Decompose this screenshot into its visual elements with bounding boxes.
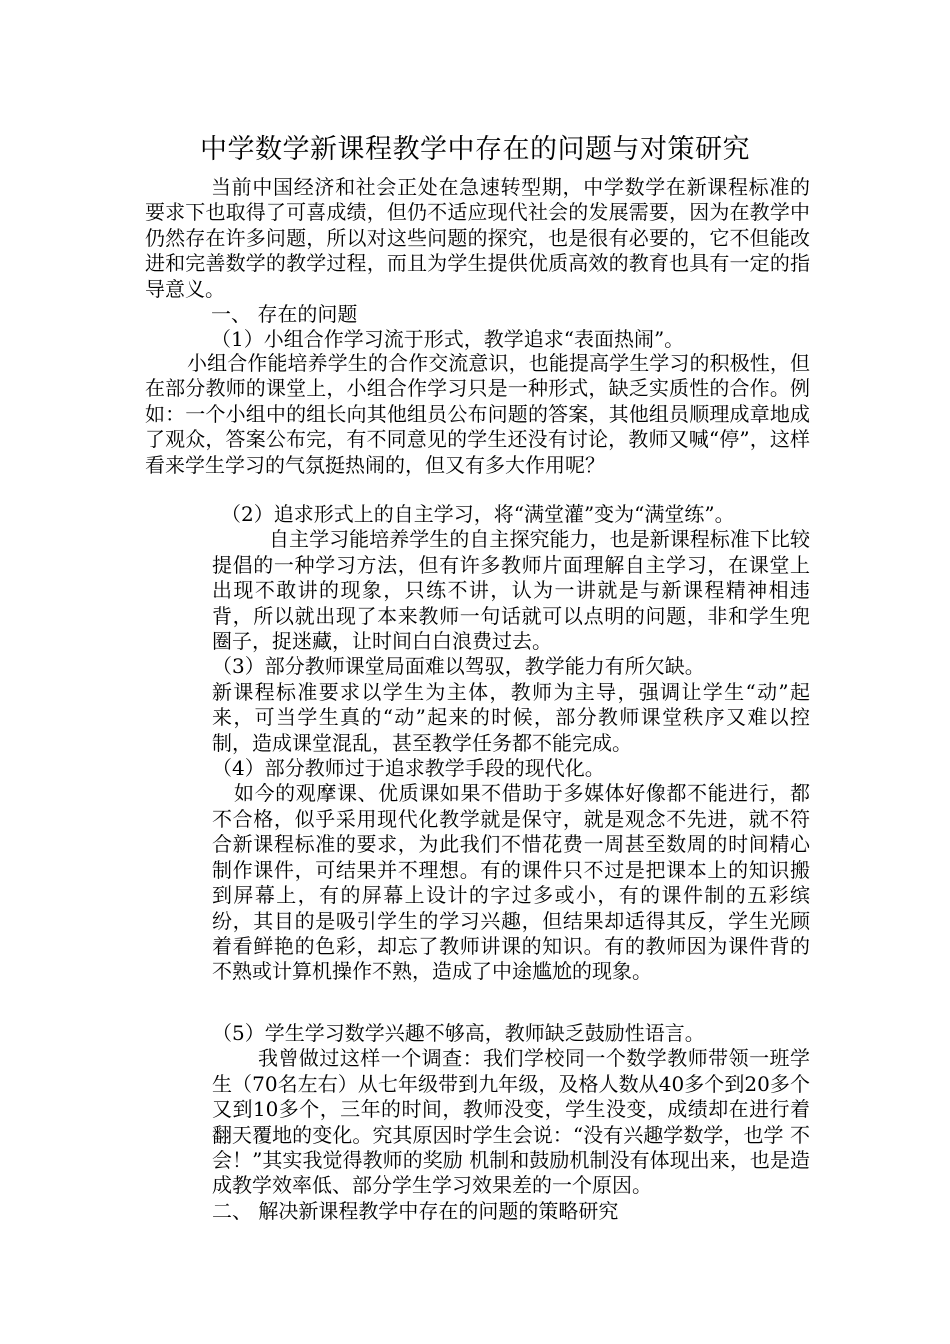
issue-5-heading: （5）学生学习数学兴趣不够高，教师缺乏鼓励性语言。 <box>212 1021 705 1045</box>
issues-2-4-block <box>212 502 810 985</box>
issue-4-paragraph: 如今的观摩课、优质课如果不借助于多媒体好像都不能进行，都不合格，似乎采用现代化教学就是保守，就是观念不先进，就不符合新课程标准的要求，为此我们不惜花费一周甚至数周的时间精心制作课件，可结果并不理想。有的课件只不过是把课本上的知识搬到屏幕上，有的屏幕上设计的字过多或小，有的课件制的五彩缤纷，其目的是吸引学生的学习兴趣，但结果却适得其反，学生光顾着看鲜艳的色彩，却忘了教师讲课的知识。有的教师因为课件背的不熟或计算机操作不熟，造成了中途尴尬的现象。 <box>212 781 810 984</box>
intro-block <box>145 175 810 353</box>
issue-3-paragraph: 新课程标准要求以学生为主体，教师为主导，强调让学生“动”起来，可当学生真的“动”起来的时候，部分教师课堂秩序又难以控制，造成课堂混乱，甚至教学任务都不能完成。 <box>212 679 810 755</box>
section-heading-2: 二、 解决新课程教学中存在的问题的策略研究 <box>212 1198 619 1223</box>
issue-1-heading: （1）小组合作学习流于形式，教学追求“表面热闹”。 <box>211 327 685 352</box>
issue-1-block <box>145 351 810 478</box>
intro-paragraph: 当前中国经济和社会正处在急速转型期，中学数学在新课程标准的要求下也取得了可喜成绩，但仍不适应现代社会的发展需要，因为在教学中仍然存在许多问题，所以对这些问题的探究，也是很有必要的，它不但能改进和完善数学的教学过程，而且为学生提供优质高效的教育也具有一定的指导意义。 <box>145 175 810 301</box>
document-title: 中学数学新课程教学中存在的问题与对策研究 <box>200 134 750 165</box>
issue-5-block <box>212 1021 810 1224</box>
issue-2-heading: （2）追求形式上的自主学习，将“满堂灌”变为“满堂练”。 <box>221 502 735 526</box>
issue-2-paragraph: 自主学习能培养学生的自主探究能力，也是新课程标准下比较提倡的一种学习方法，但有许多教师片面理解自主学习，在课堂上出现不敢讲的现象，只练不讲，认为一讲就是与新课程精神相违背，所以就出现了本来教师一句话就可以点明的问题，非和学生兜圈子，捉迷藏，让时间白白浪费过去。 <box>212 527 810 654</box>
issue-1-paragraph: 小组合作能培养学生的合作交流意识，也能提高学生学习的积极性，但在部分教师的课堂上，小组合作学习只是一种形式，缺乏实质性的合作。例如：一个小组中的组长向其他组员公布问题的答案，其他组员顺理成章地成了观众，答案公布完，有不同意见的学生还没有讨论，教师又喊“停”，这样看来学生学习的气氛挺热闹的，但又有多大作用呢？ <box>145 351 810 477</box>
issue-3-heading: （3）部分教师课堂局面难以驾驭，教学能力有所欠缺。 <box>212 654 705 679</box>
section-heading-1: 一、 存在的问题 <box>211 302 358 327</box>
issue-4-heading: （4）部分教师过于追求教学手段的现代化。 <box>212 756 605 781</box>
issue-5-paragraph: 我曾做过这样一个调查：我们学校同一个数学教师带领一班学生（70名左右）从七年级带到九年级，及格人数从40多个到20多个又到10多个，三年的时间，教师没变，学生没变，成绩却在进行着翻天覆地的变化。究其原因时学生会说：“没有兴趣学数学，也学 不会！”其实我觉得教师的奖励 机制和鼓励机制没有体现出来，也是造成教学效率低、部分学生学习效果差的一个原因。 <box>212 1046 810 1198</box>
